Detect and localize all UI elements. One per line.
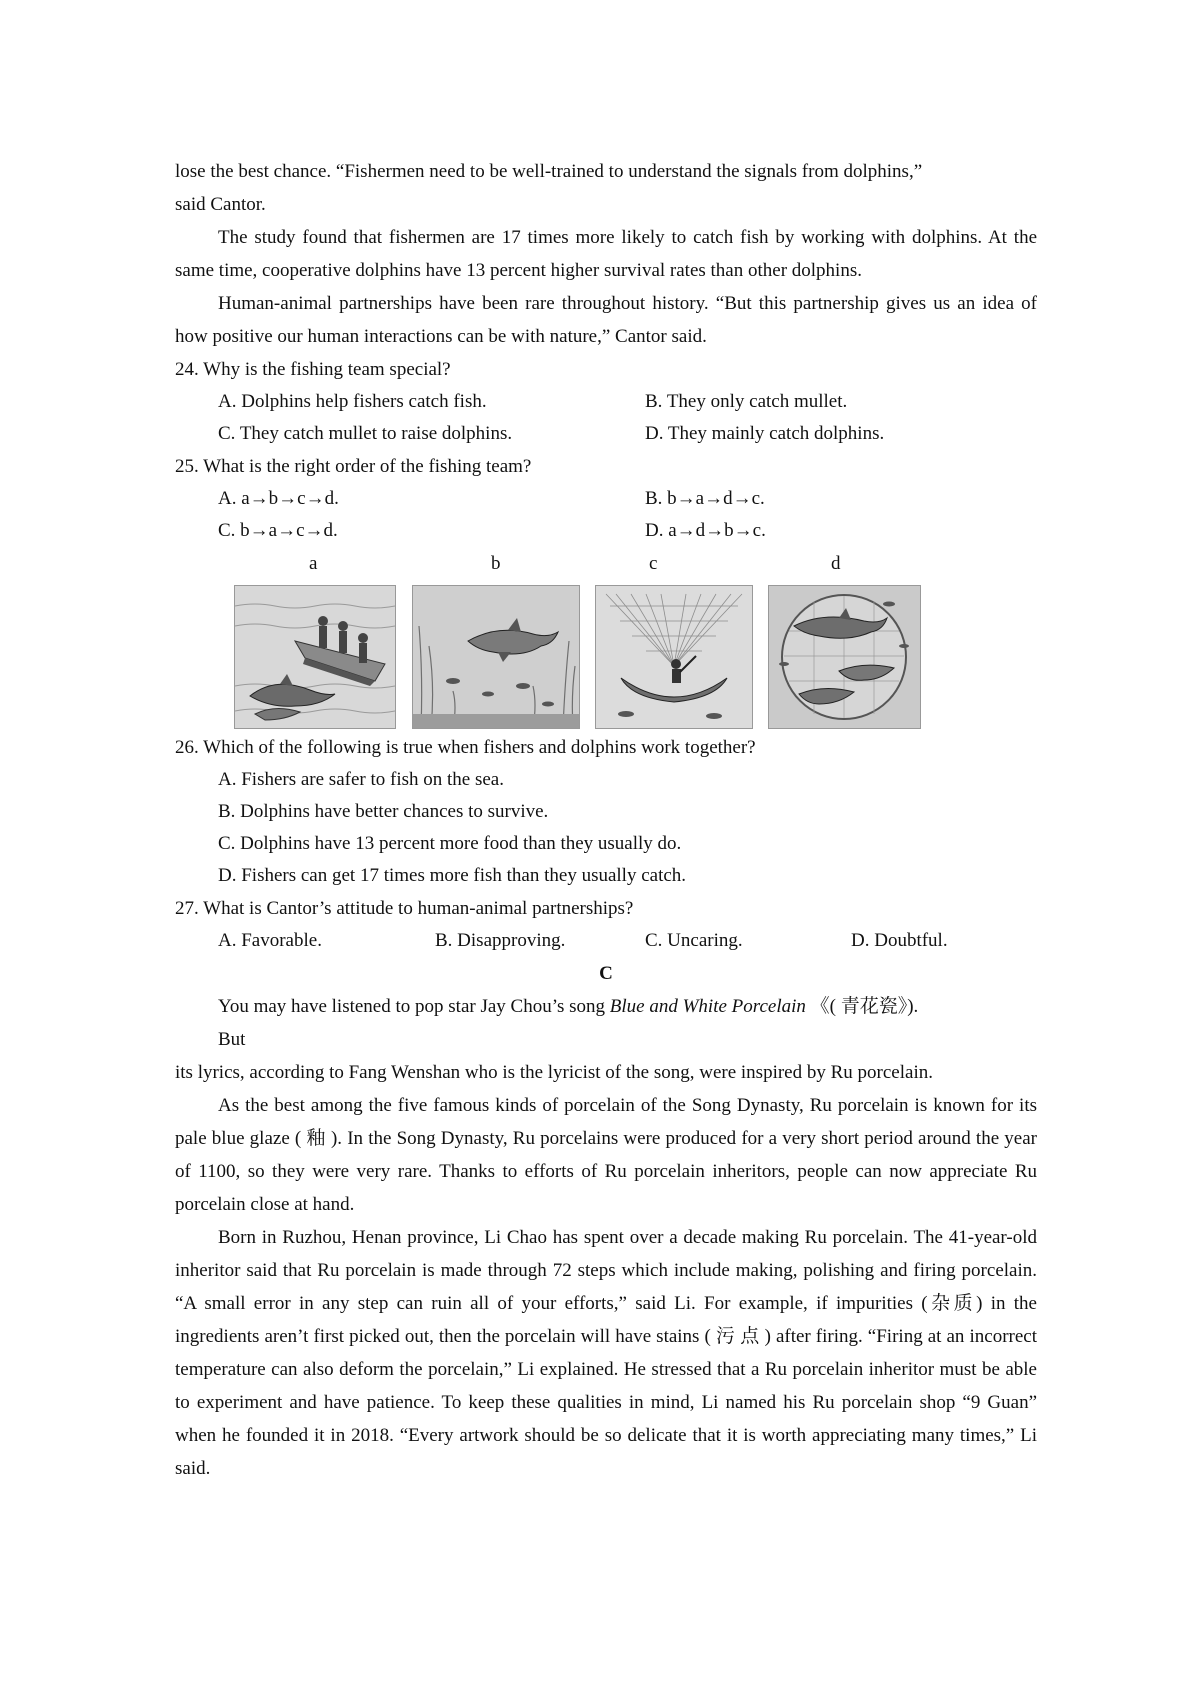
fishermen-boat-illustration — [234, 585, 396, 729]
option-d: D. They mainly catch dolphins. — [645, 423, 885, 444]
paragraph-line — [175, 990, 1037, 1023]
dolphin-underwater-illustration — [412, 585, 580, 729]
picture-label-b: b — [491, 553, 501, 574]
picture-label-a: a — [309, 553, 318, 574]
question-24-options-row — [175, 418, 1037, 450]
fisherman-net-illustration — [595, 585, 753, 729]
question-25-options-row — [175, 515, 1037, 547]
picture-label-c: c — [649, 553, 658, 574]
text-run: 《( 青花瓷》). — [805, 996, 919, 1017]
option-d: D. Fishers can get 17 times more fish than they usually catch. — [218, 865, 687, 886]
question-24-stem: 24. Why is the fishing team special? — [175, 359, 451, 380]
text-run: You may have listened to pop star Jay Chou’s song — [218, 996, 610, 1017]
paragraph-line: its lyrics, according to Fang Wenshan who is the lyricist of the song, were inspired by Ru porcelain. — [175, 1062, 933, 1083]
picture-strip — [175, 581, 1037, 731]
paragraph-line: But — [218, 1029, 246, 1050]
option-b: B. b→a→d→c. — [645, 488, 765, 509]
option-a: A. Favorable. — [218, 930, 322, 951]
question-25-stem: 25. What is the right order of the fishing team? — [175, 456, 532, 477]
option-d: D. Doubtful. — [851, 930, 948, 951]
question-27-options-row — [175, 925, 1037, 957]
song-title: Blue and White Porcelain — [609, 996, 806, 1017]
option-b: B. They only catch mullet. — [645, 391, 848, 412]
picture-labels — [175, 547, 1037, 581]
option-c: C. Dolphins have 13 percent more food than they usually do. — [218, 833, 682, 854]
section-heading: C — [599, 963, 613, 984]
question-27-stem: 27. What is Cantor’s attitude to human-animal partnerships? — [175, 898, 634, 919]
option-c: C. Uncaring. — [645, 930, 743, 951]
paragraph-line: said Cantor. — [175, 194, 266, 215]
option-c: C. b→a→c→d. — [218, 520, 338, 541]
option-a: A. a→b→c→d. — [218, 488, 339, 509]
option-a: A. Fishers are safer to fish on the sea. — [218, 769, 504, 790]
paragraph: Human-animal partnerships have been rare throughout history. “But this partnership gives us an idea of how positive our human interactions can be with nature,” Cantor said. — [175, 293, 1037, 347]
picture-label-d: d — [831, 553, 841, 574]
question-24-options-row — [175, 386, 1037, 418]
dolphins-netting-illustration — [768, 585, 921, 729]
question-25-options-row — [175, 483, 1037, 515]
option-d: D. a→d→b→c. — [645, 520, 766, 541]
question-26-stem: 26. Which of the following is true when fishers and dolphins work together? — [175, 737, 756, 758]
option-b: B. Disapproving. — [435, 930, 566, 951]
paragraph: The study found that fishermen are 17 times more likely to catch fish by working with dolphins. At the same time, cooperative dolphins have 13 percent higher survival rates than other dolphins. — [175, 227, 1037, 281]
option-a: A. Dolphins help fishers catch fish. — [218, 391, 487, 412]
paragraph: As the best among the five famous kinds of porcelain of the Song Dynasty, Ru porcelain is known for its pale blue glaze ( 釉 ). In the Song Dynasty, Ru porcelains were produced for a very short period around the year of 1100, so they were very rare. Thanks to efforts of Ru porcelain inheritors, people can now appreciate Ru porcelain close at hand. — [175, 1095, 1037, 1215]
option-c: C. They catch mullet to raise dolphins. — [218, 423, 513, 444]
option-b: B. Dolphins have better chances to survive. — [218, 801, 549, 822]
paragraph: Born in Ruzhou, Henan province, Li Chao has spent over a decade making Ru porcelain. The 41-year-old inheritor said that Ru porcelain is made through 72 steps which include making, polishing and firing porcelain. “A small error in any step can ruin all of your efforts,” said Li. For example, if impurities (杂质) in the ingredients aren’t first picked out, then the porcelain will have stains ( 污 点 ) after firing. “Firing at an incorrect temperature can also deform the porcelain,” Li explained. He stressed that a Ru porcelain inheritor must be able to experiment and have patience. To keep these qualities in mind, Li named his Ru porcelain shop “9 Guan” when he founded it in 2018. “Every artwork should be so delicate that it is worth appreciating many times,” Li said. — [175, 1227, 1037, 1479]
paragraph-line: lose the best chance. “Fishermen need to be well-trained to understand the signals from dolphins,” — [175, 161, 923, 182]
exam-page — [175, 155, 1037, 1485]
